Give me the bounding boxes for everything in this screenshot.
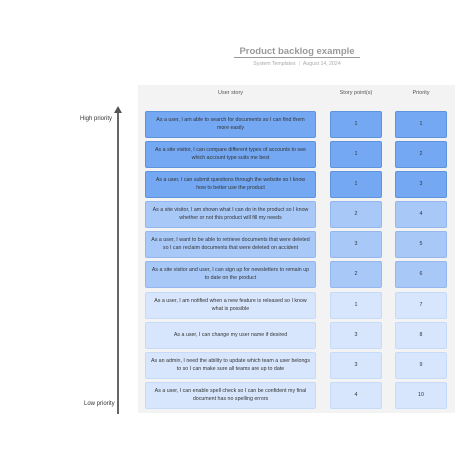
subtitle-separator: | <box>298 61 300 67</box>
subtitle-date: August 14, 2024 <box>302 61 341 67</box>
story-card[interactable]: As an admin, I need the ability to update which team a user belongs to so I can make sure all teams are up to date <box>145 352 316 379</box>
priority-axis-arrowhead <box>114 106 122 113</box>
points-card[interactable]: 2 <box>330 201 382 228</box>
story-card[interactable]: As a site visitor, I am shown what I can do in the product so I know whether or not this product will fill my needs <box>145 201 316 228</box>
priority-card[interactable]: 1 <box>395 111 447 138</box>
priority-card[interactable]: 3 <box>395 171 447 198</box>
priority-axis-line <box>117 112 119 414</box>
story-card[interactable]: As a user, I can change my user name if desired <box>145 322 316 349</box>
story-card[interactable]: As a site visitor, I can compare different types of accounts to see which account type suits me best <box>145 141 316 168</box>
priority-card[interactable]: 2 <box>395 141 447 168</box>
points-card[interactable]: 1 <box>330 292 382 319</box>
column-header-priority: Priority <box>412 90 430 96</box>
high-priority-label: High priority <box>80 116 113 122</box>
story-card[interactable]: As a user, I can enable spell check so I can be confident my final document has no spelling errors <box>145 382 316 409</box>
priority-card[interactable]: 6 <box>395 261 447 288</box>
points-card[interactable]: 3 <box>330 231 382 258</box>
points-card[interactable]: 4 <box>330 382 382 409</box>
column-header-story: User story <box>217 90 244 96</box>
page-subtitle <box>234 61 360 67</box>
points-card[interactable]: 3 <box>330 352 382 379</box>
story-card[interactable]: As a user, I can submit questions through the website so I know how to better use the product <box>145 171 316 198</box>
points-card[interactable]: 2 <box>330 261 382 288</box>
page-title: Product backlog example <box>239 46 355 57</box>
story-card[interactable]: As a user, I am able to search for documents so I can find them more easily <box>145 111 316 138</box>
story-card[interactable]: As a user, I want to be able to retrieve documents that were deleted so I can reclaim documents that were deleted on accident <box>145 231 316 258</box>
priority-card[interactable]: 10 <box>395 382 447 409</box>
low-priority-label: Low priority <box>84 401 115 407</box>
subtitle-source: System Templates <box>253 61 296 67</box>
story-card[interactable]: As a user, I am notified when a new feature is released so I know what is possible <box>145 292 316 319</box>
priority-card[interactable]: 5 <box>395 231 447 258</box>
points-card[interactable]: 1 <box>330 141 382 168</box>
points-card[interactable]: 3 <box>330 322 382 349</box>
story-card[interactable]: As a site visitor and user, I can sign up for newsletters to remain up to date on the product <box>145 261 316 288</box>
title-underline <box>234 57 360 58</box>
points-card[interactable]: 1 <box>330 111 382 138</box>
points-card[interactable]: 1 <box>330 171 382 198</box>
priority-card[interactable]: 7 <box>395 292 447 319</box>
column-header-points: Story point(s) <box>339 90 373 96</box>
priority-card[interactable]: 9 <box>395 352 447 379</box>
priority-card[interactable]: 4 <box>395 201 447 228</box>
priority-card[interactable]: 8 <box>395 322 447 349</box>
